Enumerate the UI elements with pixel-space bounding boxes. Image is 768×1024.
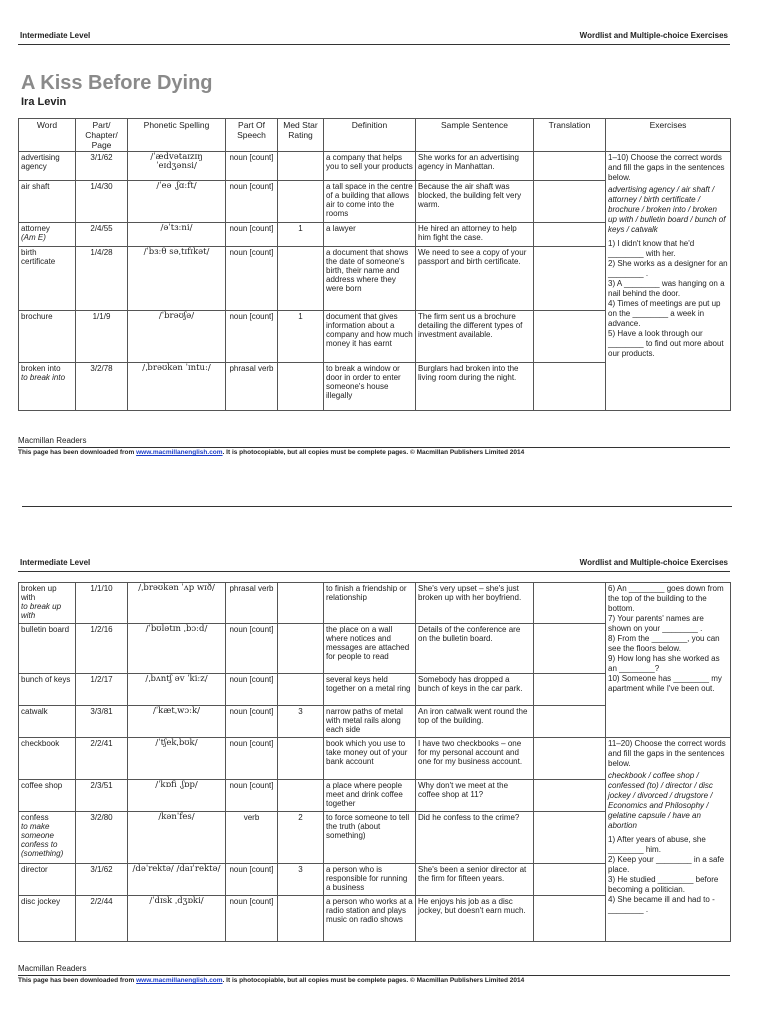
page-cell: 2/2/44 bbox=[76, 896, 128, 942]
page-cell: 1/2/17 bbox=[76, 674, 128, 706]
exercise-item: 1) After years of abuse, she ________ him. bbox=[608, 835, 706, 854]
definition-cell: to break a window or door in order to enter someone's house illegally bbox=[324, 363, 416, 411]
word-cell: advertising agency bbox=[19, 152, 76, 181]
header-level: Intermediate Level bbox=[20, 31, 91, 40]
translation-cell bbox=[534, 311, 606, 363]
star-cell bbox=[278, 152, 324, 181]
pos-cell: noun [count] bbox=[226, 223, 278, 247]
word-cell: broken up with to break up with bbox=[19, 583, 76, 624]
definition-cell: several keys held together on a metal ring bbox=[324, 674, 416, 706]
page-2-footer bbox=[18, 964, 730, 984]
sentence-cell: She works for an advertising agency in Manhattan. bbox=[416, 152, 534, 181]
sentence-cell: She's very upset – she's just broken up with her boyfriend. bbox=[416, 583, 534, 624]
exercise-item: 3) A ________ was hanging on a nail behind the door. bbox=[608, 279, 725, 298]
star-cell bbox=[278, 363, 324, 411]
phonetic-cell: /dəˈrektə/ /daɪˈrektə/ bbox=[128, 864, 226, 896]
page-cell: 1/1/9 bbox=[76, 311, 128, 363]
translation-cell bbox=[534, 674, 606, 706]
exercise-item: 7) Your parents' names are shown on your ________ . bbox=[608, 614, 704, 633]
page-cell: 1/4/28 bbox=[76, 247, 128, 311]
exercise-options: advertising agency / air shaft / attorney / birth certificate / brochure / broken into / broken up with / bulletin board / bunch of keys / catwalk bbox=[608, 185, 726, 234]
phonetic-cell: /ˌbrəʊkən ˈʌp wɪð/ bbox=[128, 583, 226, 624]
page-cell: 1/1/10 bbox=[76, 583, 128, 624]
header-level: Intermediate Level bbox=[20, 558, 91, 567]
page-cell: 3/3/81 bbox=[76, 706, 128, 738]
phonetic-cell: /ˈbɜːθ səˌtɪfɪkət/ bbox=[128, 247, 226, 311]
phonetic-cell: /ˈbrəʊʃə/ bbox=[128, 311, 226, 363]
pos-cell: noun [count] bbox=[226, 780, 278, 812]
phonetic-cell: /ˈtʃekˌbʊk/ bbox=[128, 738, 226, 780]
definition-cell: a person who works at a radio station and plays music on radio shows bbox=[324, 896, 416, 942]
pos-cell: verb bbox=[226, 812, 278, 864]
exercise-item: 9) How long has she worked as an ________? bbox=[608, 654, 720, 673]
page-1-footer bbox=[18, 436, 730, 456]
sentence-cell: She's been a senior director at the firm for fifteen years. bbox=[416, 864, 534, 896]
exercises-cell bbox=[606, 583, 731, 738]
definition-cell: a lawyer bbox=[324, 223, 416, 247]
page-cell: 3/2/78 bbox=[76, 363, 128, 411]
col-translation: Translation bbox=[534, 119, 606, 152]
col-star: Med Star Rating bbox=[278, 119, 324, 152]
sentence-cell: Did he confess to the crime? bbox=[416, 812, 534, 864]
phonetic-cell: /ˈbʊlətɪn ˌbɔːd/ bbox=[128, 624, 226, 674]
definition-cell: to finish a friendship or relationship bbox=[324, 583, 416, 624]
translation-cell bbox=[534, 223, 606, 247]
star-cell: 1 bbox=[278, 223, 324, 247]
translation-cell bbox=[534, 738, 606, 780]
star-cell bbox=[278, 780, 324, 812]
translation-cell bbox=[534, 706, 606, 738]
table-row bbox=[19, 583, 731, 624]
translation-cell bbox=[534, 583, 606, 624]
wordlist-table-1 bbox=[18, 118, 731, 411]
page-2-header bbox=[18, 557, 730, 572]
sentence-cell: The firm sent us a brochure detailing the different types of investment available. bbox=[416, 311, 534, 363]
pos-cell: noun [count] bbox=[226, 706, 278, 738]
exercise-item: 4) Times of meetings are put up on the ________ a week in advance. bbox=[608, 299, 721, 328]
word-cell: director bbox=[19, 864, 76, 896]
sentence-cell: Because the air shaft was blocked, the building felt very warm. bbox=[416, 181, 534, 223]
exercise-item: 5) Have a look through our ________ to find out more about our products. bbox=[608, 329, 724, 358]
table-header-row bbox=[19, 119, 731, 152]
word-cell: brochure bbox=[19, 311, 76, 363]
header-section: Wordlist and Multiple-choice Exercises bbox=[579, 31, 728, 40]
word-cell: bulletin board bbox=[19, 624, 76, 674]
definition-cell: document that gives information about a company and how much money it has earnt bbox=[324, 311, 416, 363]
star-cell bbox=[278, 624, 324, 674]
definition-cell: a document that shows the date of someone's birth, their name and address where they were born bbox=[324, 247, 416, 311]
wordlist-table-2 bbox=[18, 582, 731, 942]
pos-cell: noun [count] bbox=[226, 181, 278, 223]
page-cell: 1/2/16 bbox=[76, 624, 128, 674]
star-cell bbox=[278, 247, 324, 311]
translation-cell bbox=[534, 181, 606, 223]
star-cell: 2 bbox=[278, 812, 324, 864]
col-word: Word bbox=[19, 119, 76, 152]
translation-cell bbox=[534, 780, 606, 812]
sentence-cell: Why don't we meet at the coffee shop at 11? bbox=[416, 780, 534, 812]
phonetic-cell: /ˌbrəʊkən ˈɪntuː/ bbox=[128, 363, 226, 411]
translation-cell bbox=[534, 624, 606, 674]
star-cell bbox=[278, 181, 324, 223]
definition-cell: a person who is responsible for running a business bbox=[324, 864, 416, 896]
phonetic-cell: /ˈædvətaɪzɪŋ ˈeɪdʒənsi/ bbox=[128, 152, 226, 181]
word-cell: broken into to break into bbox=[19, 363, 76, 411]
col-sentence: Sample Sentence bbox=[416, 119, 534, 152]
pos-cell: noun [count] bbox=[226, 152, 278, 181]
sentence-cell: Burglars had broken into the living room during the night. bbox=[416, 363, 534, 411]
sentence-cell: An iron catwalk went round the top of the building. bbox=[416, 706, 534, 738]
book-title: A Kiss Before Dying bbox=[21, 72, 213, 94]
col-definition: Definition bbox=[324, 119, 416, 152]
exercise-intro: 1–10) Choose the correct words and fill the gaps in the sentences below. bbox=[608, 153, 725, 182]
phonetic-cell: /kənˈfes/ bbox=[128, 812, 226, 864]
exercises-cell bbox=[606, 738, 731, 942]
footer-link[interactable]: www.macmillanenglish.com bbox=[136, 977, 223, 984]
star-cell: 1 bbox=[278, 311, 324, 363]
word-cell: catwalk bbox=[19, 706, 76, 738]
col-exercises: Exercises bbox=[606, 119, 731, 152]
sentence-cell: Details of the conference are on the bulletin board. bbox=[416, 624, 534, 674]
definition-cell: the place on a wall where notices and messages are attached for people to read bbox=[324, 624, 416, 674]
phonetic-cell: /ˈeə ˌʃɑːft/ bbox=[128, 181, 226, 223]
star-cell bbox=[278, 896, 324, 942]
footer-note: This page has been downloaded from www.macmillanenglish.com. It is photocopiable, but all copies must be complete pages. © Macmillan Publishers Limited 2014 bbox=[18, 449, 525, 456]
col-phonetic: Phonetic Spelling bbox=[128, 119, 226, 152]
word-cell: checkbook bbox=[19, 738, 76, 780]
word-cell: attorney (Am E) bbox=[19, 223, 76, 247]
phonetic-cell: /ˈkætˌwɔːk/ bbox=[128, 706, 226, 738]
page-divider bbox=[22, 506, 732, 507]
translation-cell bbox=[534, 247, 606, 311]
exercise-item: 6) An ________ goes down from the top of the building to the bottom. bbox=[608, 584, 724, 613]
pos-cell: noun [count] bbox=[226, 864, 278, 896]
col-pos: Part Of Speech bbox=[226, 119, 278, 152]
translation-cell bbox=[534, 152, 606, 181]
footer-note: This page has been downloaded from www.macmillanenglish.com. It is photocopiable, but all copies must be complete pages. © Macmillan Publishers Limited 2014 bbox=[18, 977, 525, 984]
pos-cell: noun [count] bbox=[226, 311, 278, 363]
sentence-cell: Somebody has dropped a bunch of keys in the car park. bbox=[416, 674, 534, 706]
page-cell: 3/1/62 bbox=[76, 864, 128, 896]
exercise-item: 10) Someone has ________ my apartment while I've been out. bbox=[608, 674, 722, 693]
word-cell: coffee shop bbox=[19, 780, 76, 812]
exercise-intro: 11–20) Choose the correct words and fill the gaps in the sentences below. bbox=[608, 739, 726, 768]
definition-cell: book which you use to take money out of your bank account bbox=[324, 738, 416, 780]
table-row bbox=[19, 738, 731, 780]
translation-cell bbox=[534, 864, 606, 896]
footer-link[interactable]: www.macmillanenglish.com bbox=[136, 449, 223, 456]
page-cell: 2/2/41 bbox=[76, 738, 128, 780]
header-section: Wordlist and Multiple-choice Exercises bbox=[579, 558, 728, 567]
sentence-cell: I have two checkbooks – one for my personal account and one for my business account. bbox=[416, 738, 534, 780]
pos-cell: phrasal verb bbox=[226, 363, 278, 411]
book-author: Ira Levin bbox=[21, 96, 67, 108]
phonetic-cell: /ˌbʌntʃ əv ˈkiːz/ bbox=[128, 674, 226, 706]
phonetic-cell: /ˈkɒfi ˌʃɒp/ bbox=[128, 780, 226, 812]
star-cell bbox=[278, 738, 324, 780]
exercise-item: 1) I didn't know that he'd ________ with her. bbox=[608, 239, 695, 258]
col-page: Part/ Chapter/ Page bbox=[76, 119, 128, 152]
star-cell bbox=[278, 583, 324, 624]
pos-cell: phrasal verb bbox=[226, 583, 278, 624]
sentence-cell: He hired an attorney to help him fight the case. bbox=[416, 223, 534, 247]
definition-cell: a tall space in the centre of a building that allows air to come into the rooms bbox=[324, 181, 416, 223]
phonetic-cell: /əˈtɜːni/ bbox=[128, 223, 226, 247]
exercise-item: 3) He studied ________ before becoming a politician. bbox=[608, 875, 719, 894]
definition-cell: a place where people meet and drink coffee together bbox=[324, 780, 416, 812]
phonetic-cell: /ˈdɪsk ˌdʒɒki/ bbox=[128, 896, 226, 942]
exercise-item: 4) She became ill and had to - ________ . bbox=[608, 895, 715, 914]
word-cell: bunch of keys bbox=[19, 674, 76, 706]
star-cell bbox=[278, 674, 324, 706]
footer-publisher: Macmillan Readers bbox=[18, 436, 87, 445]
translation-cell bbox=[534, 812, 606, 864]
star-cell: 3 bbox=[278, 706, 324, 738]
sentence-cell: We need to see a copy of your passport and birth certificate. bbox=[416, 247, 534, 311]
page-cell: 2/4/55 bbox=[76, 223, 128, 247]
table-row bbox=[19, 152, 731, 181]
definition-cell: a company that helps you to sell your products bbox=[324, 152, 416, 181]
word-cell: confess to make someone confess to (something) bbox=[19, 812, 76, 864]
definition-cell: narrow paths of metal with metal rails along each side bbox=[324, 706, 416, 738]
page-cell: 2/3/51 bbox=[76, 780, 128, 812]
page-1-header bbox=[18, 30, 730, 45]
pos-cell: noun [count] bbox=[226, 738, 278, 780]
exercise-item: 8) From the ________, you can see the floors below. bbox=[608, 634, 720, 653]
definition-cell: to force someone to tell the truth (about something) bbox=[324, 812, 416, 864]
footer-publisher: Macmillan Readers bbox=[18, 964, 87, 973]
pos-cell: noun [count] bbox=[226, 624, 278, 674]
word-cell: birth certificate bbox=[19, 247, 76, 311]
exercise-options: checkbook / coffee shop / confessed (to) / director / disc jockey / divorced / drugstore / Economics and Philosophy / gelatine capsule / have an abortion bbox=[608, 771, 713, 830]
exercises-cell bbox=[606, 152, 731, 411]
exercise-item: 2) She works as a designer for an ________ . bbox=[608, 259, 728, 278]
sentence-cell: He enjoys his job as a disc jockey, but doesn't earn much. bbox=[416, 896, 534, 942]
word-cell: disc jockey bbox=[19, 896, 76, 942]
translation-cell bbox=[534, 896, 606, 942]
pos-cell: noun [count] bbox=[226, 896, 278, 942]
translation-cell bbox=[534, 363, 606, 411]
word-cell: air shaft bbox=[19, 181, 76, 223]
page-cell: 3/2/80 bbox=[76, 812, 128, 864]
pos-cell: noun [count] bbox=[226, 674, 278, 706]
pos-cell: noun [count] bbox=[226, 247, 278, 311]
page-cell: 3/1/62 bbox=[76, 152, 128, 181]
star-cell: 3 bbox=[278, 864, 324, 896]
exercise-item: 2) Keep your ________ in a safe place. bbox=[608, 855, 725, 874]
page-cell: 1/4/30 bbox=[76, 181, 128, 223]
